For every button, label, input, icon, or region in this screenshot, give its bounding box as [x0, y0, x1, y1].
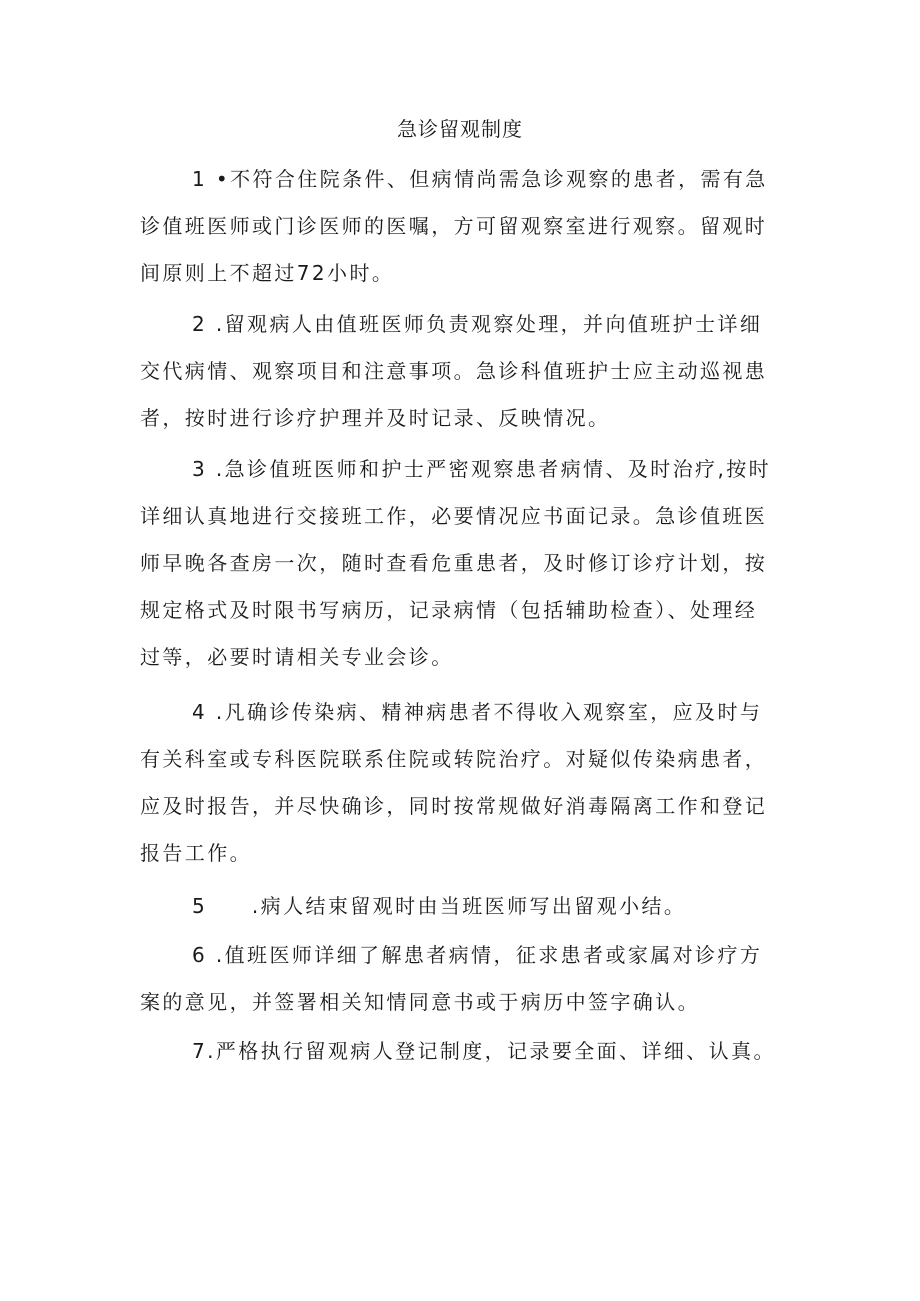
- paragraph-line: 应及时报告，并尽快确诊，同时按常规做好消毒隔离工作和登记: [140, 794, 768, 818]
- paragraph-line: 5 .病人结束留观时由当班医师写出留观小结。: [192, 894, 687, 918]
- paragraph-6: [140, 940, 800, 1017]
- paragraph-line: 间原则上不超过72小时。: [140, 261, 395, 285]
- paragraph-line: 2 .留观病人由值班医师负责观察处理，并向值班护士详细: [192, 312, 763, 336]
- paragraph-line: 4 .凡确诊传染病、精神病患者不得收入观察室，应及时与: [192, 700, 763, 724]
- paragraph-line: 报告工作。: [140, 841, 252, 865]
- paragraph-line: 1 •不符合住院条件、但病情尚需急诊观察的患者，需有急: [192, 167, 768, 191]
- paragraph-2: [140, 309, 800, 433]
- paragraph-line: 有关科室或专科医院联系住院或转院治疗。对疑似传染病患者，: [140, 747, 768, 771]
- paragraph-line: 规定格式及时限书写病历，记录病情（包括辅助检查）、处理经: [140, 598, 758, 622]
- paragraph-line: 案的意见，并签署相关知情同意书或于病历中签字确认。: [140, 990, 700, 1014]
- paragraph-3: [140, 454, 800, 672]
- paragraph-line: 6 .值班医师详细了解患者病情，征求患者或家属对诊疗方: [192, 943, 763, 967]
- paragraph-line: 者，按时进行诊疗护理并及时记录、反映情况。: [140, 406, 611, 430]
- document-title: 急诊留观制度: [397, 117, 523, 141]
- paragraph-7: [140, 1036, 800, 1066]
- paragraph-4: [140, 697, 800, 868]
- paragraph-line: 诊值班医师或门诊医师的医嘱，方可留观察室进行观察。留观时: [140, 214, 768, 238]
- paragraph-line: 详细认真地进行交接班工作，必要情况应书面记录。急诊值班医: [140, 504, 768, 528]
- paragraph-line: 3 .急诊值班医师和护士严密观察患者病情、及时治疗,按时: [192, 457, 771, 481]
- paragraph-line: 过等，必要时请相关专业会诊。: [140, 645, 454, 669]
- paragraph-line: 交代病情、观察项目和注意事项。急诊科值班护士应主动巡视患: [140, 359, 768, 383]
- paragraph-1: [140, 164, 800, 288]
- paragraph-line: 师早晚各查房一次，随时查看危重患者，及时修订诊疗计划，按: [140, 551, 768, 575]
- paragraph-5: [140, 891, 800, 921]
- paragraph-line: 7.严格执行留观病人登记制度，记录要全面、详细、认真。: [192, 1039, 776, 1063]
